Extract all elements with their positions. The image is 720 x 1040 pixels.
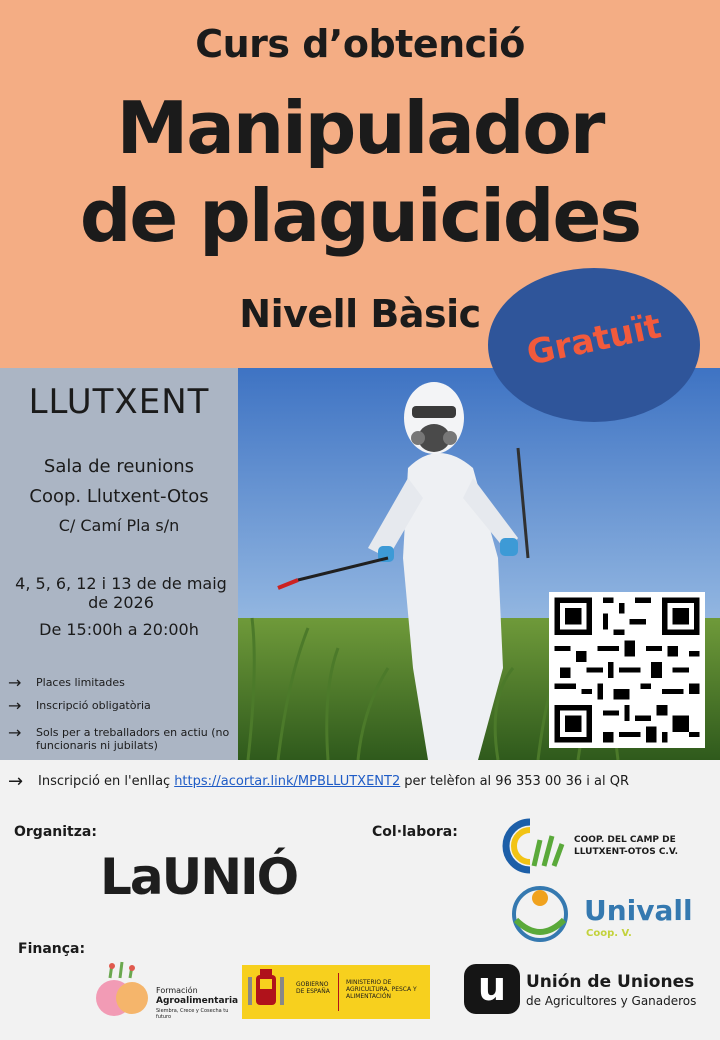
course-title-line2: de plaguicides xyxy=(79,174,641,258)
uu-line2: de Agricultores y Ganaderos xyxy=(526,994,697,1008)
funding-label: Finança: xyxy=(18,941,86,957)
free-badge xyxy=(488,268,700,422)
gov-line1: GOBIERNO DE ESPAÑA xyxy=(296,981,330,995)
course-hours: De 15:00h a 20:00h xyxy=(39,620,199,639)
registration-line xyxy=(8,771,629,792)
arrow-right-icon: → xyxy=(8,723,22,742)
venue-line1: Sala de reunions xyxy=(43,456,195,477)
formacion-agroalimentaria-logo xyxy=(90,960,240,1020)
registration-suffix: per telèfon al 96 353 00 36 i al QR xyxy=(404,774,629,789)
arrow-right-icon: → xyxy=(8,696,22,715)
course-dates: 4, 5, 6, 12 i 13 de de maig de 2026 xyxy=(15,574,227,612)
bullet-item: → Places limitades xyxy=(8,673,125,692)
course-level: Nivell Bàsic xyxy=(239,292,481,336)
divider xyxy=(338,973,339,1011)
arrow-right-icon: → xyxy=(8,673,22,692)
registration-prefix: Inscripció en l'enllaç xyxy=(38,774,171,789)
bullet-item: → Inscripció obligatòria xyxy=(8,696,151,715)
registration-link[interactable]: https://acortar.link/MPBLLUTXENT2 xyxy=(174,774,401,789)
course-subtitle: Curs d’obtenció xyxy=(195,22,525,66)
qr-code[interactable] xyxy=(549,592,705,748)
univall-sub: Coop. V. xyxy=(586,928,632,939)
uu-logo-icon: u xyxy=(464,964,520,1014)
univall-name: Univall xyxy=(584,894,693,927)
uu-line1: Unión de Uniones xyxy=(526,972,695,992)
gov-line2: MINISTERIO DE AGRICULTURA, PESCA Y ALIMENTACIÓN xyxy=(346,979,417,1000)
union-de-uniones-logo xyxy=(464,962,704,1018)
arrow-right-icon: → xyxy=(8,771,24,792)
organizer-label: Organitza: xyxy=(14,824,97,840)
info-panel xyxy=(0,368,238,760)
launio-logo: LaUNIÓ xyxy=(100,848,298,906)
course-title-line1: Manipulador xyxy=(116,86,604,170)
bullet-item: → Sols per a treballadors en actiu (no funcionaris ni jubilats) xyxy=(8,723,230,752)
fa-line1: Formación xyxy=(156,986,198,995)
coat-of-arms-icon xyxy=(242,965,292,1019)
venue-address: C/ Camí Pla s/n xyxy=(58,516,180,535)
fa-line2: Agroalimentaria xyxy=(156,996,239,1006)
free-badge-label: Gratuït xyxy=(523,306,665,374)
fa-line3: Siembra, Crece y Cosecha tu futuro xyxy=(156,1008,229,1020)
venue-line2: Coop. Llutxent-Otos xyxy=(29,486,209,507)
coop-logo xyxy=(500,816,710,876)
univall-logo xyxy=(500,884,700,948)
town-name: LLUTXENT xyxy=(28,382,210,422)
ministry-logo xyxy=(242,965,430,1019)
coop-name: COOP. DEL CAMP DE LLUTXENT-OTOS C.V. xyxy=(574,835,679,857)
collaborator-label: Col·labora: xyxy=(372,824,458,840)
